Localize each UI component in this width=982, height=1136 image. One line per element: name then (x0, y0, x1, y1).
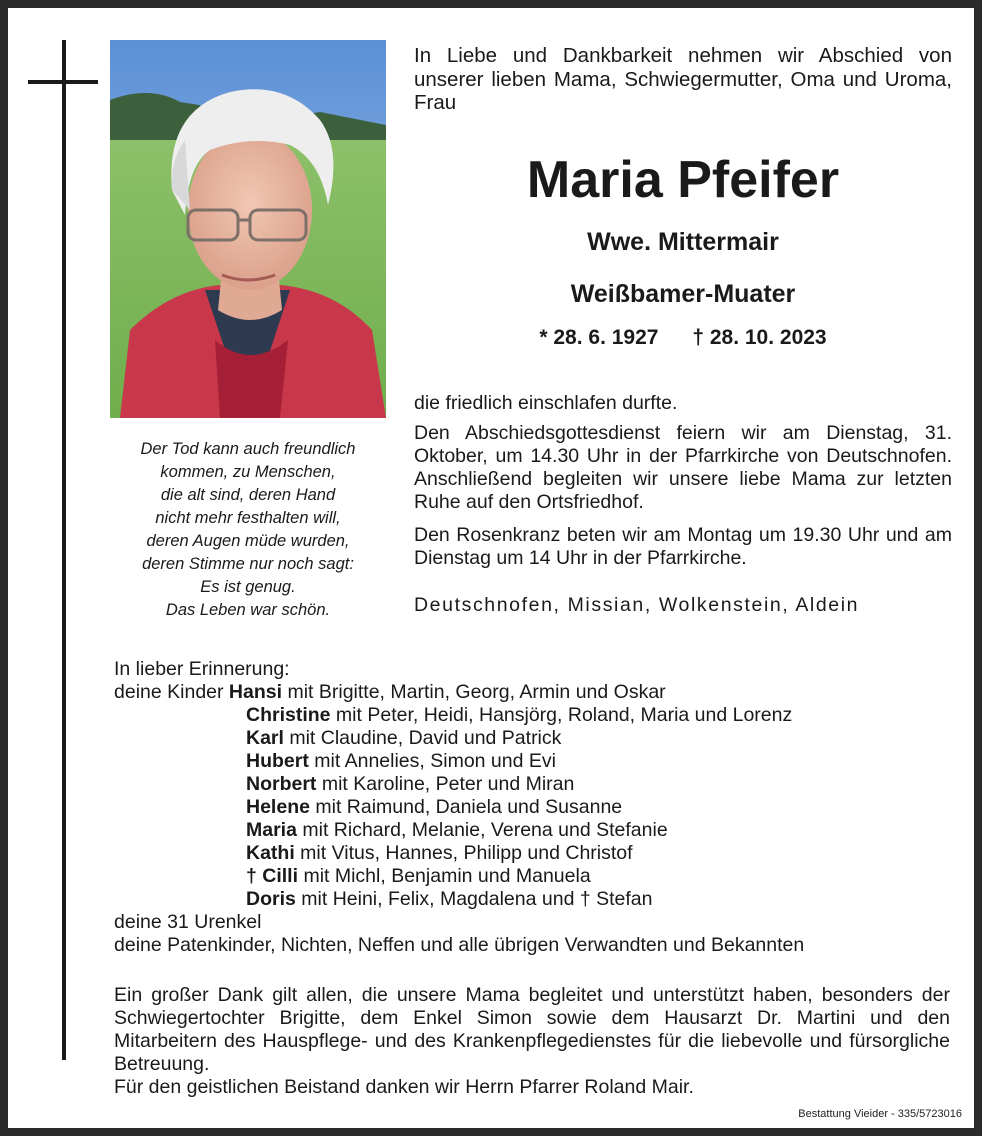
child-family: mit Brigitte, Martin, Georg, Armin und Oskar (282, 681, 666, 703)
poem-line: Der Tod kann auch freundlich (140, 440, 356, 458)
funeral-home-credit: Bestattung Vieider - 335/5723016 (798, 1108, 962, 1120)
child-family: mit Karoline, Peter und Miran (316, 773, 575, 795)
poem-line: kommen, zu Menschen, (160, 463, 336, 481)
child-row (114, 727, 964, 750)
child-row (114, 865, 964, 888)
child-family: mit Annelies, Simon und Evi (308, 750, 556, 772)
child-name: Kathi (246, 842, 295, 864)
cross-icon (62, 40, 66, 1060)
child-row (114, 819, 964, 842)
poem (110, 438, 386, 622)
child-family: mit Richard, Melanie, Verena und Stefanie (296, 819, 668, 841)
child-name: Helene (246, 796, 310, 818)
child-name: Norbert (246, 773, 317, 795)
poem-line: die alt sind, deren Hand (160, 486, 336, 504)
intro-text: In Liebe und Dankbarkeit nehmen wir Abschied von unserer lieben Mama, Schwiegermutter, Oma und Uroma, Frau (414, 44, 952, 114)
child-row (114, 773, 964, 796)
rosary-text: Den Rosenkranz beten wir am Montag um 19.30 Uhr und am Dienstag um 14 Uhr in der Pfarrkirche. (414, 524, 952, 569)
child-family: mit Vitus, Hannes, Philipp und Christof (294, 842, 633, 864)
child-row (114, 704, 964, 727)
life-dates (414, 326, 952, 350)
cross-icon-bar (28, 80, 98, 84)
child-name: Christine (246, 704, 331, 726)
family-list (114, 658, 964, 957)
portrait-photo (110, 40, 386, 418)
child-row (114, 796, 964, 819)
towns: Deutschnofen, Missian, Wolkenstein, Aldein (414, 594, 860, 616)
pastor-thanks: Für den geistlichen Beistand danken wir Herrn Pfarrer Roland Mair. (114, 1076, 694, 1098)
child-family: mit Michl, Benjamin und Manuela (298, 865, 591, 887)
children-prefix: deine Kinder (114, 681, 224, 703)
child-name: Karl (246, 727, 284, 749)
birth-date: * 28. 6. 1927 (539, 326, 659, 349)
poem-line: deren Augen müde wurden, (146, 532, 350, 550)
thanks-text: Ein großer Dank gilt allen, die unsere Mama begleitet und unterstützt haben, besonders der Schwiegertochter Brigitte, dem Enkel Simon sowie dem Hausarzt Dr. Martini und den Mitarbeitern des Hauspflege- und des Krankenpflegedienstes für die liebevolle und fürsorgliche Betreuung. (114, 984, 950, 1075)
poem-line: Das Leben war schön. (165, 601, 331, 619)
house-name: Weißbamer-Muater (570, 280, 796, 308)
poem-line: deren Stimme nur noch sagt: (142, 555, 354, 573)
child-row (114, 888, 964, 911)
child-name: Doris (246, 888, 296, 910)
peaceful-text: die friedlich einschlafen durfte. (414, 392, 678, 414)
child-name: Hansi (228, 681, 283, 703)
child-name: † Cilli (246, 865, 299, 887)
funeral-text: Den Abschiedsgottesdienst feiern wir am Dienstag, 31. Oktober, um 14.30 Uhr in der Pfarrkirche von Deutschnofen. Anschließend begleiten wir unsere liebe Mama zur letzten Ruhe auf den Ortsfriedhof. (414, 422, 952, 513)
child-row (114, 681, 964, 704)
death-date: † 28. 10. 2023 (692, 326, 827, 349)
widow-of: Wwe. Mittermair (587, 228, 779, 256)
child-family: mit Peter, Heidi, Hansjörg, Roland, Maria und Lorenz (330, 704, 793, 726)
child-family: mit Heini, Felix, Magdalena und † Stefan (295, 888, 653, 910)
great-grandchildren: deine 31 Urenkel (114, 911, 262, 933)
child-family: mit Claudine, David und Patrick (283, 727, 562, 749)
child-name: Hubert (246, 750, 309, 772)
poem-line: nicht mehr festhalten will, (155, 509, 341, 527)
memory-heading: In lieber Erinnerung: (114, 658, 290, 680)
child-row (114, 842, 964, 865)
child-row (114, 750, 964, 773)
poem-line: Es ist genug. (200, 578, 296, 596)
other-relatives: deine Patenkinder, Nichten, Neffen und alle übrigen Verwandten und Bekannten (114, 934, 805, 956)
child-name: Maria (246, 819, 297, 841)
child-family: mit Raimund, Daniela und Susanne (309, 796, 623, 818)
deceased-name: Maria Pfeifer (526, 151, 840, 209)
